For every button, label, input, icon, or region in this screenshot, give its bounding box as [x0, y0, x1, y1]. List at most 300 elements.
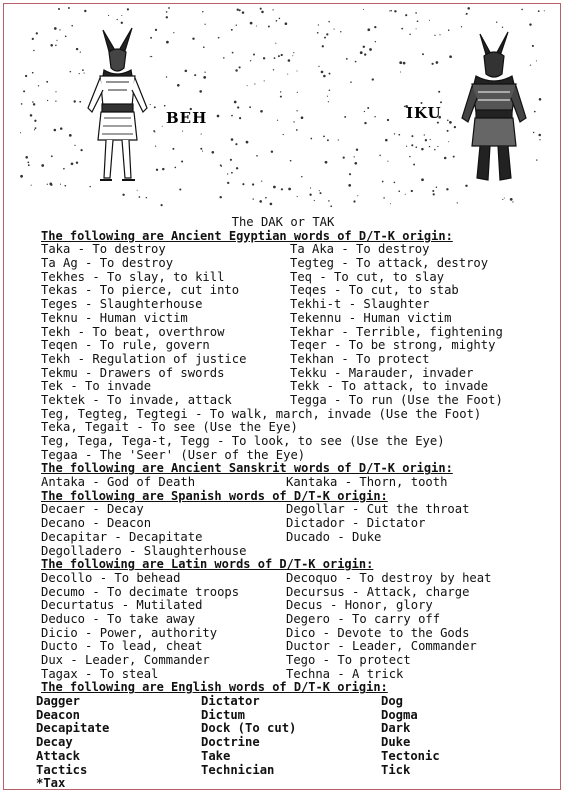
- speckle-dot: [466, 14, 467, 15]
- speckle-dot: [328, 200, 330, 202]
- speckle-dot: [250, 22, 253, 25]
- spanish-word-lines: [0, 545, 566, 559]
- speckle-dot: [223, 57, 225, 59]
- speckle-dot: [232, 52, 234, 54]
- egyptian-word-pairs: [0, 243, 566, 407]
- latin-term-right: Dico - Devote to the Gods: [286, 625, 470, 640]
- speckle-dot: [502, 199, 503, 200]
- speckle-dot: [330, 205, 332, 207]
- speckle-dot: [411, 190, 413, 192]
- beh-label: BEH: [166, 109, 208, 127]
- speckle-dot: [364, 53, 366, 55]
- speckle-dot: [38, 85, 39, 86]
- sanskrit-heading: The following are Ancient Sanskrit words of D/T-K origin:: [41, 461, 453, 476]
- speckle-dot: [422, 53, 424, 55]
- speckle-dot: [50, 44, 53, 47]
- speckle-dot: [76, 162, 78, 164]
- speckle-dot: [404, 106, 405, 107]
- speckle-dot: [274, 57, 276, 59]
- egyptian-term-right: Teqes - To cut, to stab: [290, 283, 459, 298]
- speckle-dot: [202, 11, 203, 12]
- speckle-dot: [432, 190, 434, 192]
- speckle-dot: [318, 24, 319, 25]
- speckle-dot: [453, 156, 455, 158]
- speckle-dot: [357, 195, 358, 196]
- speckle-dot: [318, 66, 319, 67]
- english-heading-row: [0, 681, 566, 695]
- speckle-dot: [204, 24, 205, 25]
- speckle-dot: [203, 46, 205, 48]
- speckle-dot: [260, 110, 263, 113]
- speckle-dot: [253, 54, 255, 56]
- speckle-dot: [323, 136, 325, 138]
- speckle-dot: [139, 196, 141, 198]
- speckle-dot: [409, 34, 410, 35]
- speckle-dot: [256, 155, 258, 157]
- speckle-dot: [512, 201, 513, 202]
- speckle-dot: [309, 194, 311, 196]
- speckle-dot: [406, 146, 407, 147]
- speckle-dot: [283, 134, 284, 135]
- english-word: Tactics: [36, 762, 88, 777]
- speckle-dot: [536, 159, 537, 160]
- speckle-dot: [89, 186, 90, 187]
- speckle-dot: [65, 35, 67, 37]
- egyptian-term-left: Teqen - To rule, govern: [41, 338, 210, 353]
- english-word: Dock (To cut): [201, 721, 297, 736]
- egyptian-term-right: Teq - To cut, to slay: [290, 269, 445, 284]
- speckle-dot: [400, 71, 401, 72]
- english-word: Dagger: [36, 694, 81, 709]
- latin-term-left: Decurtatus - Mutilated: [41, 598, 203, 613]
- speckle-dot: [409, 156, 410, 157]
- speckle-dot: [154, 131, 155, 132]
- speckle-dot: [344, 116, 346, 118]
- speckle-dot: [235, 69, 237, 71]
- egyptian-term-right: Tegteg - To attack, destroy: [290, 256, 489, 271]
- latin-pair-row: [0, 668, 566, 682]
- latin-term-left: Tagax - To steal: [41, 666, 159, 681]
- speckle-dot: [256, 25, 257, 26]
- speckle-dot: [199, 90, 202, 93]
- speckle-dot: [461, 26, 462, 27]
- speckle-dot: [263, 57, 265, 59]
- speckle-dot: [374, 26, 376, 28]
- speckle-dot: [55, 91, 56, 92]
- egyptian-term-line: Teg, Tega, Tega-t, Tegg - To look, to see (Use the Eye): [41, 434, 445, 448]
- speckle-dot: [375, 41, 376, 42]
- speckle-dot: [401, 28, 403, 30]
- speckle-dot: [236, 167, 238, 169]
- speckle-dot: [27, 162, 29, 164]
- speckle-dot: [434, 149, 436, 151]
- speckle-dot: [363, 9, 364, 10]
- egyptian-pair-row: [0, 367, 566, 381]
- speckle-dot: [59, 29, 60, 30]
- spanish-word-pairs: [0, 503, 566, 544]
- english-word: Dictum: [201, 707, 246, 722]
- speckle-dot: [41, 164, 44, 167]
- english-row: [0, 709, 566, 723]
- speckle-dot: [272, 9, 273, 10]
- spanish-term-right: Degollar - Cut the throat: [286, 502, 470, 517]
- speckle-dot: [350, 81, 352, 83]
- speckle-dot: [364, 122, 366, 124]
- english-row: [0, 750, 566, 764]
- english-row: [0, 764, 566, 778]
- speckle-dot: [265, 197, 267, 199]
- speckle-dot: [239, 66, 241, 68]
- document-title: The DAK or TAK: [231, 215, 335, 229]
- speckle-dot: [47, 100, 48, 101]
- speckle-dot: [32, 72, 34, 74]
- speckle-dot: [211, 151, 214, 154]
- speckle-dot: [25, 75, 27, 77]
- speckle-dot: [399, 61, 402, 64]
- latin-term-right: Decoquo - To destroy by heat: [286, 570, 492, 585]
- speckle-dot: [249, 106, 251, 108]
- latin-term-left: Decumo - To decimate troops: [41, 584, 240, 599]
- speckle-dot: [174, 167, 176, 169]
- english-row: [0, 736, 566, 750]
- speckle-dot: [151, 56, 152, 57]
- speckle-dot: [155, 29, 157, 31]
- speckle-dot: [194, 74, 196, 76]
- speckle-dot: [533, 132, 534, 133]
- speckle-dot: [277, 120, 278, 121]
- speckle-dot: [405, 194, 406, 195]
- speckle-dot: [54, 27, 57, 30]
- egyptian-pair-row: [0, 257, 566, 271]
- speckle-dot: [374, 116, 375, 117]
- speckle-dot: [405, 14, 407, 16]
- speckle-dot: [438, 91, 440, 93]
- egyptian-term-right: Teqer - To be strong, mighty: [290, 338, 496, 353]
- speckle-dot: [231, 172, 233, 174]
- speckle-dot: [372, 78, 374, 80]
- speckle-dot: [253, 198, 254, 199]
- speckle-dot: [231, 138, 234, 141]
- english-word: Decay: [36, 735, 73, 750]
- beh-figure: [88, 28, 147, 180]
- speckle-dot: [162, 168, 164, 170]
- egyptian-term-line: Teg, Tegteg, Tegtegi - To walk, march, invade (Use the Foot): [41, 406, 482, 421]
- speckle-dot: [296, 129, 298, 131]
- egyptian-heading: The following are Ancient Egyptian words of D/T-K origin:: [41, 228, 453, 243]
- speckle-dot: [55, 45, 57, 47]
- speckle-dot: [415, 146, 417, 148]
- egyptian-line-row: [0, 449, 566, 463]
- egyptian-term-left: Tekh - Regulation of justice: [41, 351, 247, 366]
- speckle-dot: [354, 156, 355, 157]
- speckle-dot: [326, 33, 328, 35]
- speckle-dot: [56, 40, 57, 41]
- spanish-line-row: [0, 545, 566, 559]
- latin-term-left: Decollo - To behead: [41, 570, 181, 585]
- speckle-dot: [367, 28, 370, 31]
- egyptian-term-left: Tekh - To beat, overthrow: [41, 324, 225, 339]
- speckle-dot: [532, 45, 534, 47]
- english-word: Duke: [381, 735, 411, 750]
- speckle-dot: [321, 71, 324, 74]
- speckle-dot: [297, 196, 298, 197]
- speckle-dot: [200, 148, 202, 150]
- english-row: [0, 695, 566, 709]
- speckle-dot: [20, 132, 21, 133]
- speckle-dot: [447, 130, 449, 132]
- egyptian-term-right: Tegga - To run (Use the Foot): [290, 392, 503, 407]
- egyptian-term-left: Ta Ag - To destroy: [41, 256, 174, 271]
- speckle-dot: [398, 134, 400, 136]
- speckle-dot: [150, 37, 152, 39]
- speckle-dot: [322, 45, 324, 47]
- egyptian-term-line: Teka, Tegait - To see (Use the Eye): [41, 420, 298, 435]
- speckle-dot: [58, 8, 60, 10]
- speckle-dot: [319, 190, 320, 191]
- speckle-dot: [25, 156, 28, 159]
- speckle-dot: [329, 73, 331, 75]
- latin-term-left: Ducto - To lead, cheat: [41, 639, 203, 654]
- speckle-dot: [369, 48, 372, 51]
- speckle-dot: [54, 129, 57, 132]
- speckle-dot: [421, 148, 424, 151]
- english-word: Dictator: [201, 694, 260, 709]
- latin-term-right: Decus - Honor, glory: [286, 598, 433, 613]
- speckle-dot: [237, 106, 239, 108]
- speckle-dot: [391, 10, 392, 11]
- speckle-dot: [383, 197, 385, 199]
- egyptian-word-lines: [0, 408, 566, 463]
- egyptian-term-left: Tekas - To pierce, cut into: [41, 283, 240, 298]
- speckle-dot: [429, 146, 430, 147]
- spanish-term-left: Decaer - Decay: [41, 502, 144, 517]
- english-word: Attack: [36, 748, 81, 763]
- speckle-dot: [301, 116, 304, 119]
- speckle-dot: [34, 120, 36, 122]
- egyptian-pair-row: [0, 312, 566, 326]
- spanish-pair-row: [0, 503, 566, 517]
- speckle-dot: [496, 22, 497, 23]
- latin-term-left: Dicio - Power, authority: [41, 625, 218, 640]
- speckle-dot: [430, 139, 431, 140]
- speckle-dot: [349, 173, 351, 175]
- speckle-dot: [84, 10, 86, 12]
- speckle-dot: [465, 185, 467, 187]
- speckle-dot: [259, 200, 262, 203]
- latin-term-right: Degero - To carry off: [286, 611, 441, 626]
- speckle-dot: [363, 46, 365, 48]
- speckle-dot: [275, 43, 276, 44]
- english-word: Tick: [381, 762, 411, 777]
- speckle-dot: [293, 121, 294, 122]
- speckle-dot: [177, 84, 180, 87]
- sanskrit-pair-row: [0, 476, 566, 490]
- speckle-dot: [268, 26, 270, 28]
- latin-heading-row: [0, 558, 566, 572]
- speckle-dot: [448, 141, 449, 142]
- speckle-dot: [421, 178, 424, 181]
- english-row: [0, 722, 566, 736]
- spanish-term-left: Decano - Deacon: [41, 516, 152, 531]
- speckle-dot: [237, 9, 239, 11]
- speckle-dot: [436, 187, 437, 188]
- speckle-dot: [544, 10, 545, 11]
- speckle-dot: [64, 185, 66, 187]
- latin-term-right: Decursus - Attack, charge: [286, 584, 470, 599]
- speckle-dot: [242, 11, 245, 14]
- latin-pair-row: [0, 599, 566, 613]
- speckle-dot: [150, 56, 151, 57]
- speckle-dot: [314, 200, 315, 201]
- speckle-dot: [137, 190, 138, 191]
- speckle-dot: [323, 75, 326, 78]
- speckle-dot: [320, 192, 322, 194]
- spanish-term-line: Degolladero - Slaughterhouse: [41, 543, 247, 558]
- speckle-dot: [166, 41, 169, 44]
- egyptian-heading-row: [0, 230, 566, 244]
- speckle-dot: [239, 9, 241, 11]
- speckle-dot: [227, 182, 229, 184]
- speckle-dot: [324, 37, 326, 39]
- speckle-dot: [411, 135, 413, 137]
- speckle-dot: [74, 145, 75, 146]
- speckle-dot: [281, 188, 283, 190]
- speckle-dot: [239, 117, 241, 119]
- latin-pair-row: [0, 627, 566, 641]
- speckle-dot: [530, 65, 531, 66]
- sanskrit-term-right: Kantaka - Thorn, tooth: [286, 475, 448, 490]
- speckle-dot: [394, 133, 395, 134]
- speckle-dot: [413, 164, 415, 166]
- english-word: Tectonic: [381, 748, 440, 763]
- spanish-pair-row: [0, 517, 566, 531]
- speckle-dot: [204, 72, 205, 73]
- english-word: Doctrine: [201, 735, 260, 750]
- speckle-dot: [449, 121, 452, 124]
- speckle-dot: [70, 71, 72, 73]
- speckle-dot: [334, 29, 335, 30]
- sanskrit-heading-row: [0, 462, 566, 476]
- speckle-dot: [398, 190, 400, 192]
- spanish-term-right: Dictador - Dictator: [286, 516, 426, 531]
- egyptian-term-left: Teknu - Human victim: [41, 310, 188, 325]
- speckle-dot: [71, 162, 74, 165]
- speckle-dot: [219, 196, 221, 198]
- speckle-dot: [172, 148, 174, 150]
- speckle-dot: [254, 83, 255, 84]
- egyptian-pair-row: [0, 271, 566, 285]
- speckle-dot: [343, 157, 345, 159]
- speckle-dot: [260, 8, 262, 10]
- speckle-dot: [80, 51, 81, 52]
- speckle-dot: [122, 194, 124, 196]
- speckle-dot: [108, 15, 109, 16]
- latin-heading: The following are Latin words of D/T-K origin:: [41, 557, 374, 572]
- english-word: Deacon: [36, 707, 81, 722]
- egyptian-pair-row: [0, 326, 566, 340]
- english-heading: The following are English words of D/T-K origin:: [41, 680, 388, 695]
- speckle-dot: [23, 90, 25, 92]
- speckle-dot: [328, 21, 330, 23]
- speckle-dot: [231, 29, 233, 31]
- speckle-dot: [354, 162, 357, 165]
- speckle-dot: [389, 10, 390, 11]
- english-row: [0, 777, 566, 791]
- speckle-dot: [79, 73, 80, 74]
- speckle-dot: [425, 139, 427, 141]
- speckle-dot: [416, 28, 417, 29]
- speckle-dot: [454, 126, 456, 128]
- spanish-term-right: Ducado - Duke: [286, 529, 382, 544]
- speckle-dot: [235, 143, 237, 145]
- speckle-dot: [121, 22, 123, 24]
- speckle-dot: [433, 193, 435, 195]
- speckle-dot: [502, 27, 503, 28]
- spanish-heading-row: [0, 490, 566, 504]
- speckle-dot: [68, 7, 70, 9]
- speckle-dot: [439, 34, 440, 35]
- speckle-dot: [201, 134, 202, 135]
- egyptian-pair-row: [0, 243, 566, 257]
- latin-term-right: Ductor - Leader, Commander: [286, 639, 477, 654]
- spanish-heading: The following are Spanish words of D/T-K origin:: [41, 488, 388, 503]
- speckle-dot: [385, 139, 388, 142]
- speckle-dot: [280, 91, 281, 92]
- egyptian-term-left: Tek - To invade: [41, 379, 152, 394]
- speckle-dot: [179, 188, 181, 190]
- speckle-dot: [353, 200, 355, 202]
- speckle-dot: [161, 204, 163, 206]
- speckle-dot: [390, 203, 391, 204]
- egyptian-pair-row: [0, 394, 566, 408]
- spanish-pair-row: [0, 531, 566, 545]
- egyptian-pair-row: [0, 298, 566, 312]
- egyptian-term-left: Taka - To destroy: [41, 242, 166, 257]
- speckle-dot: [278, 55, 280, 57]
- speckle-dot: [434, 35, 435, 36]
- egyptian-term-right: Tekhi-t - Slaughter: [290, 297, 430, 312]
- speckle-dot: [242, 183, 244, 185]
- speckle-dot: [444, 157, 447, 160]
- egyptian-term-left: Tekhes - To slay, to kill: [41, 269, 225, 284]
- speckle-dot: [155, 146, 156, 147]
- egyptian-term-right: Tekk - To attack, to invade: [290, 379, 489, 394]
- speckle-dot: [467, 7, 470, 10]
- egyptian-term-right: Tekku - Marauder, invader: [290, 365, 474, 380]
- speckle-dot: [285, 22, 288, 25]
- illustration: [0, 0, 566, 215]
- speckle-dot: [379, 155, 380, 156]
- speckle-dot: [288, 188, 291, 191]
- speckle-dot: [185, 70, 188, 73]
- latin-pair-row: [0, 613, 566, 627]
- speckle-dot: [290, 160, 292, 162]
- speckle-dot: [448, 29, 450, 31]
- speckle-dot: [218, 37, 220, 39]
- speckle-dot: [440, 101, 442, 103]
- speckle-dot: [60, 127, 63, 130]
- english-word-grid: [0, 695, 566, 791]
- speckle-dot: [539, 98, 542, 101]
- speckle-dot: [34, 129, 35, 130]
- speckle-dot: [411, 144, 413, 146]
- speckle-dot: [504, 198, 505, 199]
- english-word: Take: [201, 748, 231, 763]
- speckle-dot: [231, 115, 233, 117]
- speckle-dot: [84, 73, 85, 74]
- egyptian-term-line: Tegaa - The 'Seer' (User of the Eye): [41, 447, 306, 462]
- speckle-dot: [437, 146, 438, 147]
